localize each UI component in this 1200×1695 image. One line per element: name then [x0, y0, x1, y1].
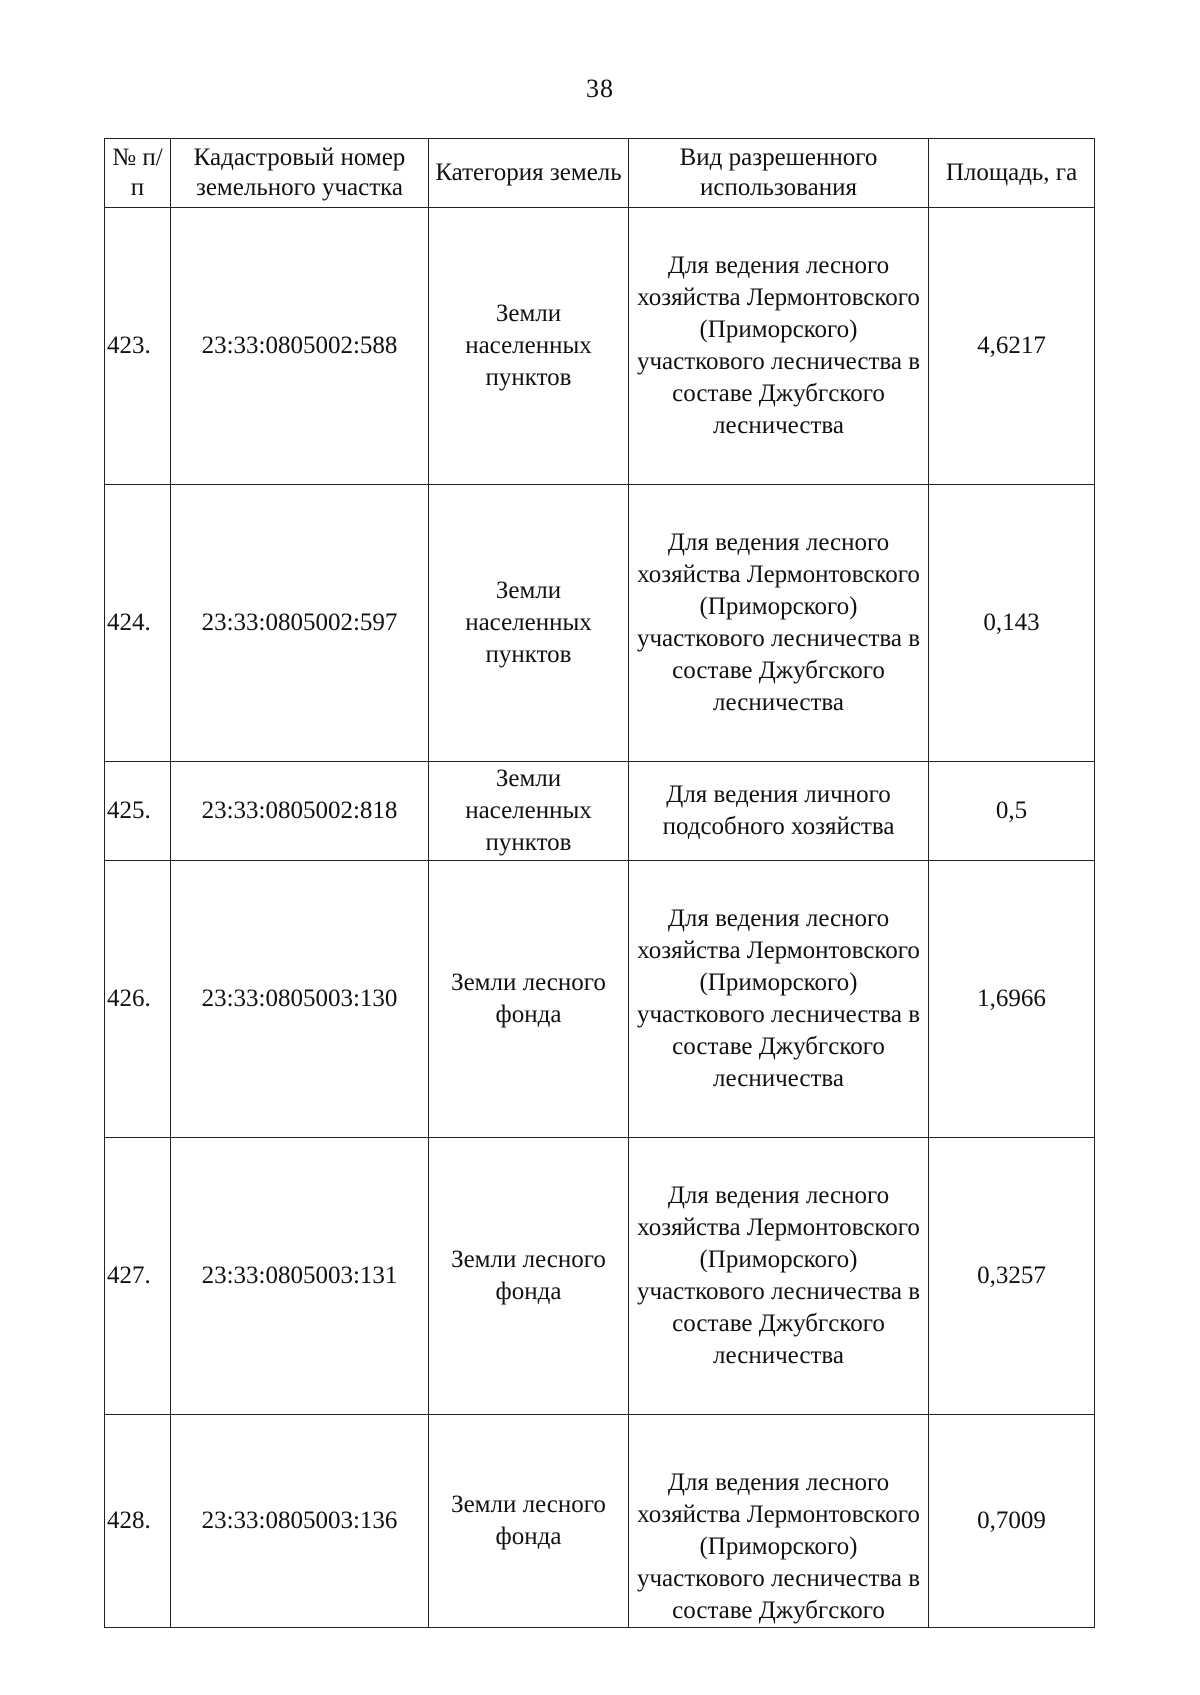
table-header-row [105, 139, 1095, 208]
row-number: 423. [105, 208, 171, 485]
table-row [105, 762, 1095, 861]
header-permitted-use: Вид разрешенного использования [629, 139, 929, 208]
area-value: 1,6966 [929, 861, 1095, 1138]
cadastral-number: 23:33:0805003:130 [171, 861, 429, 1138]
land-category: Земли лесного фонда [429, 861, 629, 1138]
header-num: № п/п [105, 139, 171, 208]
permitted-use: Для ведения лесного хозяйства Лермонтовского (Приморского) участкового лесничества в составе Джубгского лесничества [629, 485, 929, 762]
area-value: 4,6217 [929, 208, 1095, 485]
cadastral-number: 23:33:0805002:597 [171, 485, 429, 762]
row-number: 427. [105, 1138, 171, 1415]
page-number: 38 [586, 74, 614, 103]
permitted-use: Для ведения лесного хозяйства Лермонтовского (Приморского) участкового лесничества в составе Джубгского лесничества [629, 861, 929, 1138]
cadastral-number: 23:33:0805002:588 [171, 208, 429, 485]
area-value: 0,143 [929, 485, 1095, 762]
cadastral-number: 23:33:0805003:131 [171, 1138, 429, 1415]
area-value: 0,3257 [929, 1138, 1095, 1415]
land-category: Земли населенных пунктов [429, 762, 629, 861]
row-number: 425. [105, 762, 171, 861]
table-row [105, 485, 1095, 762]
row-number: 426. [105, 861, 171, 1138]
area-value: 0,7009 [929, 1415, 1095, 1628]
land-plots-table [104, 138, 1095, 1628]
land-category: Земли лесного фонда [429, 1415, 629, 1628]
land-category: Земли лесного фонда [429, 1138, 629, 1415]
permitted-use: Для ведения лесного хозяйства Лермонтовского (Приморского) участкового лесничества в составе Джубгского лесничества [629, 1138, 929, 1415]
row-number: 428. [105, 1415, 171, 1628]
table-row [105, 1138, 1095, 1415]
land-category: Земли населенных пунктов [429, 208, 629, 485]
table-row [105, 1415, 1095, 1628]
header-area: Площадь, га [929, 139, 1095, 208]
cadastral-number: 23:33:0805002:818 [171, 762, 429, 861]
area-value: 0,5 [929, 762, 1095, 861]
table-row [105, 208, 1095, 485]
land-category: Земли населенных пунктов [429, 485, 629, 762]
header-land-category: Категория земель [429, 139, 629, 208]
row-number: 424. [105, 485, 171, 762]
permitted-use: Для ведения лесного хозяйства Лермонтовского (Приморского) участкового лесничества в составе Джубгского лесничества [629, 208, 929, 485]
cadastral-number: 23:33:0805003:136 [171, 1415, 429, 1628]
permitted-use: Для ведения личного подсобного хозяйства [629, 762, 929, 861]
header-cadastral-number: Кадастровый номер земельного участка [171, 139, 429, 208]
table-row [105, 861, 1095, 1138]
permitted-use: Для ведения лесного хозяйства Лермонтовского (Приморского) участкового лесничества в составе Джубгского [629, 1415, 929, 1628]
